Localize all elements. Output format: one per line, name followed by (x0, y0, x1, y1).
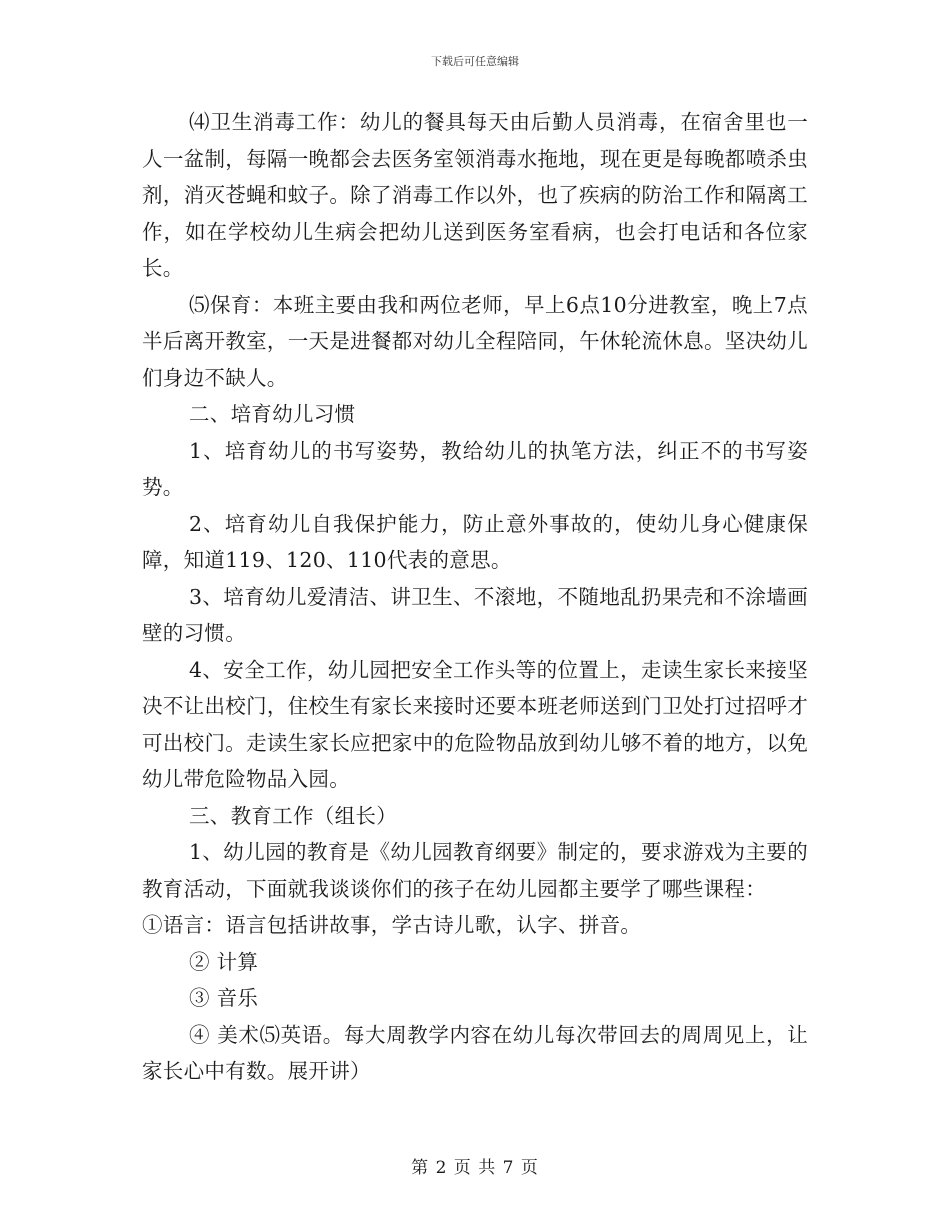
paragraph-habit-3: 3、培育幼儿爱清洁、讲卫生、不滚地，不随地乱扔果壳和不涂墙画壁的习惯。 (142, 584, 808, 645)
document-body (142, 104, 808, 1090)
paragraph-habit-1: 1、培育幼儿的书写姿势，教给幼儿的执笔方法，纠正不的书写姿势。 (142, 438, 808, 499)
page-number: 第 2 页 共 7 页 (411, 1158, 539, 1178)
section-heading-habits: 二、培育幼儿习惯 (189, 402, 356, 426)
paragraph-habit-4: 4、安全工作，幼儿园把安全工作头等的位置上，走读生家长来接坚决不让出校门，住校生有家长来接时还要本班老师送到门卫处打过招呼才可出校门。走读生家长应把家中的危险物品放到幼儿够不着的地方，以免幼儿带危险物品入园。 (142, 657, 808, 791)
list-item-art-english: ④ 美术⑸英语。每大周教学内容在幼儿每次带回去的周周见上，让家长心中有数。展开讲） (142, 1022, 808, 1083)
paragraph-hygiene: ⑷卫生消毒工作：幼儿的餐具每天由后勤人员消毒，在宿舍里也一人一盆制，每隔一晚都会去医务室领消毒水拖地，现在更是每晚都喷杀虫剂，消灭苍蝇和蚊子。除了消毒工作以外，也了疾病的防治工作和隔离工作，如在学校幼儿生病会把幼儿送到医务室看病，也会打电话和各位家长。 (142, 110, 808, 280)
paragraph-habit-2: 2、培育幼儿自我保护能力，防止意外事故的，使幼儿身心健康保障，知道119、120、110代表的意思。 (142, 511, 808, 572)
list-item-math: ② 计算 (189, 949, 259, 974)
section-heading-education: 三、教育工作（组长） (189, 803, 397, 828)
list-item-music: ③ 音乐 (189, 986, 259, 1010)
list-item-language: ①语言：语言包括讲故事，学古诗儿歌，认字、拼音。 (142, 913, 642, 937)
paragraph-care: ⑸保育：本班主要由我和两位老师，早上6点10分进教室，晚上7点半后离开教室，一天是进餐都对幼儿全程陪同，午休轮流休息。坚决幼儿们身边不缺人。 (142, 292, 808, 390)
page-header-note: 下载后可任意编辑 (431, 55, 519, 68)
paragraph-education-1: 1、幼儿园的教育是《幼儿园教育纲要》制定的，要求游戏为主要的教育活动，下面就我谈谈你们的孩子在幼儿园都主要学了哪些课程： (142, 840, 808, 901)
